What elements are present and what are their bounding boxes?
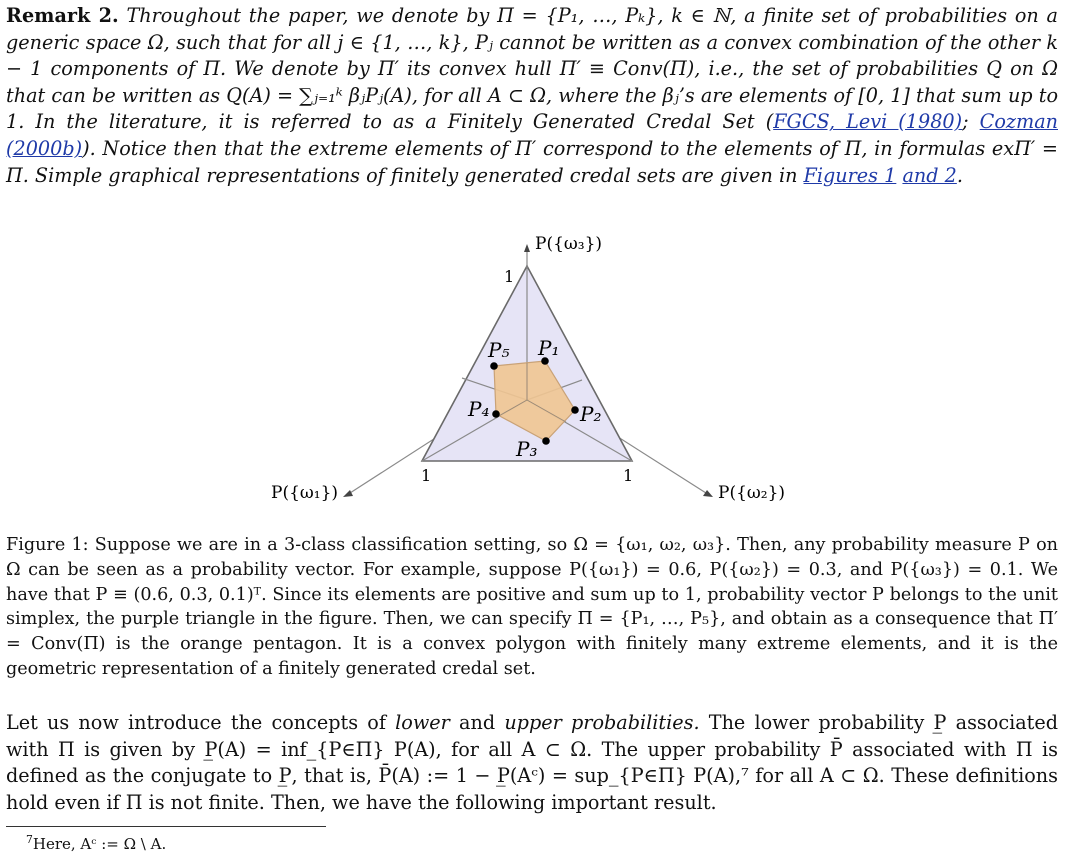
point-p3 xyxy=(542,437,550,445)
remark-paragraph xyxy=(6,3,1058,189)
remark-end: . xyxy=(956,163,963,187)
citation-fgcs-levi-1980[interactable]: FGCS, Levi (1980) xyxy=(773,110,963,134)
tick-left: 1 xyxy=(421,466,432,485)
figure-link-2[interactable]: and 2 xyxy=(902,163,957,187)
remark-text-a: Throughout the paper, we denote by Π = {P₁, …, Pₖ}, k ∈ ℕ, a finite set of probabilities on a generic space Ω, such that for all j ∈ {1, …, k}, Pⱼ cannot be written as a convex combination of the other k − 1 components of Π. We denote by Π′ its convex hull Π′ ≡ Conv(Π), i.e., the set of probabilities Q on Ω that can be written as Q(A) = ∑ⱼ₌₁ᵏ βⱼPⱼ(A), for all A ⊂ Ω, where the βⱼ’s are elements of [0, 1] that sum up to 1. In the literature, it is referred to as a Finitely Generated Credal Set ( xyxy=(6,4,1058,134)
label-p2: P₂ xyxy=(580,402,602,426)
body-text-c: The lower probability P̲ associated with Π is given by P̲(A) = inf_{P∈Π} P(A), for all A ⊂ Ω. The upper probability P̄ associated with Π is defined as the conjugate to P̲, that is, P̄(A) := 1 − P̲(Aᶜ) = sup_{P∈Π} P(A),⁷ for all A ⊂ Ω. These definitions hold even if Π is not finite. Then, we have the following important result. xyxy=(6,711,1059,814)
axis-title-right: P({ω₂}) xyxy=(718,483,786,503)
label-p3: P₃ xyxy=(516,437,538,461)
axis-left-arrow xyxy=(343,490,353,497)
axis-top-arrow xyxy=(524,244,530,252)
point-p2 xyxy=(571,406,579,414)
body-paragraph xyxy=(6,710,1058,816)
remark-sep1: ; xyxy=(962,110,980,134)
figure-caption: Figure 1: Suppose we are in a 3-class classification setting, so Ω = {ω₁, ω₂, ω₃}. Then, any probability measure P on Ω can be seen as a probability vector. For example, suppose P({ω₁}) = 0.6, P({ω₂}) = 0.3, and P({ω₃}) = 0.1. We have that P ≡ (0.6, 0.3, 0.1)ᵀ. Since its elements are positive and sum up to 1, probability vector P belongs to the unit simplex, the purple triangle in the figure. Then, we can specify Π = {P₁, …, P₅}, and obtain as a consequence that Π′ = Conv(Π) is the orange pentagon. It is a convex polygon with finitely many extreme elements, and it is the geometric representation of a finitely generated credal set. xyxy=(6,535,1058,679)
body-em-upper: upper probabilities. xyxy=(504,711,700,734)
body-text-a: Let us now introduce the concepts of xyxy=(6,711,396,734)
footnote-mark: 7 xyxy=(26,833,33,846)
tick-right: 1 xyxy=(623,466,634,485)
label-p5: P₅ xyxy=(488,338,510,362)
point-p4 xyxy=(492,410,500,418)
axis-title-left: P({ω₁}) xyxy=(271,483,339,503)
axis-right-arrow xyxy=(703,490,713,497)
figure-link-1[interactable]: Figures 1 xyxy=(803,163,897,187)
simplex-figure xyxy=(240,225,840,515)
body-em-lower: lower xyxy=(395,711,450,734)
footnote xyxy=(26,833,166,853)
body-text-b: and xyxy=(449,711,505,734)
label-p1: P₁ xyxy=(538,336,560,360)
footnote-rule xyxy=(6,826,326,827)
citation-cozman-2000b[interactable]: Cozman (2000b) xyxy=(6,110,1058,160)
tick-top: 1 xyxy=(504,267,515,286)
footnote-text: Here, Aᶜ := Ω \ A. xyxy=(32,835,167,853)
axis-title-top: P({ω₃}) xyxy=(535,234,603,254)
remark-text-b: ). Notice then that the extreme elements of Π′ correspond to the elements of Π, in formulas exΠ′ = Π. Simple graphical representations of finitely generated credal sets are given in xyxy=(6,136,1058,187)
point-p5 xyxy=(490,362,498,370)
label-p4: P₄ xyxy=(468,397,490,421)
remark-heading: Remark 2. xyxy=(6,4,119,27)
